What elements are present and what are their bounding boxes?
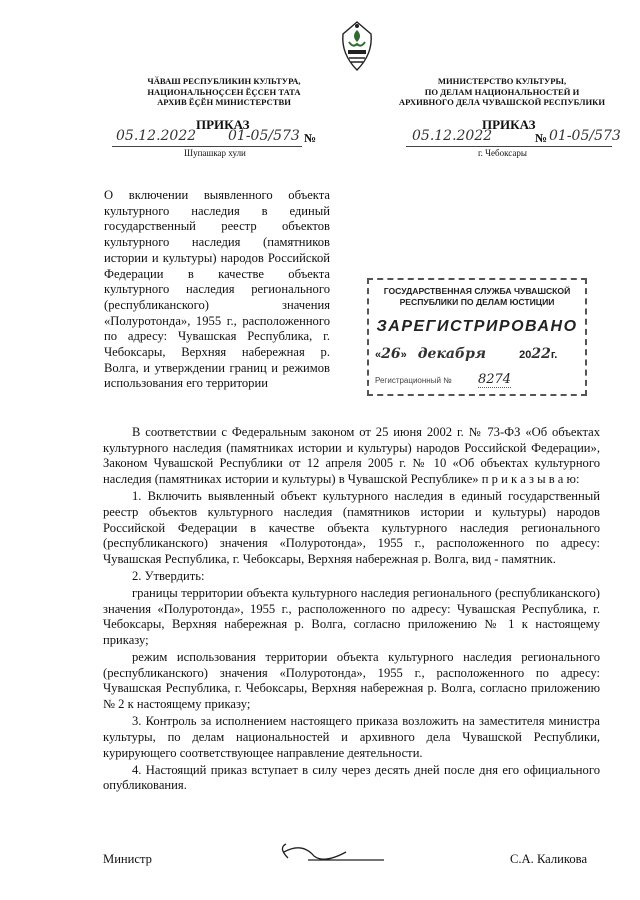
- body-paragraph: режим использования территории объекта культурного наследия регионального (республиканского) значения «Полуротонда», 1955 г., расположенного по адресу: Чувашская Республика, г. Чебоксары, Верхняя набережная р. Волга, согласно приложению № 2 к настоящему приказу;: [103, 650, 600, 712]
- right-city: г. Чебоксары: [478, 148, 527, 158]
- stamp-day: 26: [381, 346, 401, 362]
- right-order-number: 01-05/573: [549, 128, 621, 144]
- body-paragraph: 3. Контроль за исполнением настоящего приказа возложить на заместителя министра культуры, по делам национальностей и архивного дела Чувашской Республики, курирующего соответствующее направление деятельности.: [103, 714, 600, 760]
- chuvash-emblem-icon: [337, 20, 377, 72]
- left-order-date: 05.12.2022: [116, 128, 197, 144]
- stamp-reg-label: Регистрационный №: [375, 376, 452, 385]
- handwritten-signature-icon: [268, 838, 388, 868]
- stamp-org: ГОСУДАРСТВЕННАЯ СЛУЖБА ЧУВАШСКОЙ РЕСПУБЛИКИ ПО ДЕЛАМ ЮСТИЦИИ: [383, 286, 571, 307]
- stamp-date: «26» декабря 2022г.: [375, 346, 558, 362]
- body-paragraph: 1. Включить выявленный объект культурного наследия в единый государственный реестр объектов культурного наследия (памятников истории и культуры) народов Российской Федерации в качестве объекта культурного наследия регионального (республиканского) значения «Полуротонда», 1955 г., расположенного по адресу: Чувашская Республика, г. Чебоксары, Верхняя набережная р. Волга, вид - памятник.: [103, 489, 600, 566]
- signatory-position: Министр: [103, 852, 152, 866]
- body-paragraph: 2. Утвердить:: [132, 568, 205, 583]
- right-order-date: 05.12.2022: [412, 128, 493, 144]
- left-order-word: ПРИКАЗ: [196, 117, 250, 132]
- right-date-line: [406, 146, 612, 147]
- stamp-year-prefix: 20: [519, 349, 532, 361]
- stamp-year-suffix: 22: [531, 346, 551, 362]
- left-number-sign: №: [304, 131, 317, 145]
- left-org-name: ЧӐВАШ РЕСПУБЛИКИН КУЛЬТУРА, НАЦИОНАЛЬНОҪСЕН ӖҪСЕН ТАТА АРХИВ ӖҪӖН МИНИСТЕРСТВИ: [147, 76, 301, 108]
- signatory-name: С.А. Каликова: [510, 852, 588, 866]
- registration-stamp: [367, 278, 587, 396]
- body-paragraph: 4. Настоящий приказ вступает в силу через десять дней после дня его официального опубликования.: [103, 762, 600, 793]
- body-paragraph: границы территории объекта культурного наследия регионального (республиканского) значения «Полуротонда», 1955 г., расположенного по адресу: Чувашская Республика, г. Чебоксары, Верхняя набережная р. Волга, согласно приложению № 1 к настоящему приказу;: [103, 585, 600, 648]
- right-org-name: МИНИСТЕРСТВО КУЛЬТУРЫ, ПО ДЕЛАМ НАЦИОНАЛЬНОСТЕЙ И АРХИВНОГО ДЕЛА ЧУВАШСКОЙ РЕСПУБЛИКИ: [398, 76, 606, 108]
- right-number-sign: №: [535, 131, 548, 145]
- stamp-reg-number: 8274: [477, 372, 512, 387]
- order-body: [103, 425, 600, 795]
- stamp-registered: ЗАРЕГИСТРИРОВАНО: [376, 318, 578, 335]
- stamp-month: декабря: [417, 346, 487, 362]
- stamp-year-letter: г.: [550, 349, 558, 361]
- stamp-reg-line: [375, 372, 581, 387]
- right-order-word: ПРИКАЗ: [482, 117, 536, 132]
- body-paragraph: В соответствии с Федеральным законом от 25 июня 2002 г. № 73-ФЗ «Об объектах культурного наследия (памятниках истории и культуры) народов Российской Федерации», Законом Чувашской Республики от 12 апреля 2005 г. № 10 «Об объектах культурного наследия (памятниках истории и культуры) в Чувашской Республике» п р и к а з ы в а ю:: [103, 425, 600, 487]
- left-city: Шупашкар хули: [184, 148, 246, 158]
- left-date-line: [112, 146, 302, 147]
- order-title: О включении выявленного объекта культурного наследия в единый государственный реестр объектов культурного наследия (памятников истории и культуры) народов Российской Федерации в качестве объекта культурного наследия регионального (республиканского) значения «Полуротонда», 1955 г., расположенного по адресу: Чувашская Республика, г. Чебоксары, Верхняя набережная р. Волга, и утверждении границ и режимов использования его территории: [104, 188, 330, 391]
- left-order-number: 01-05/573: [228, 128, 300, 144]
